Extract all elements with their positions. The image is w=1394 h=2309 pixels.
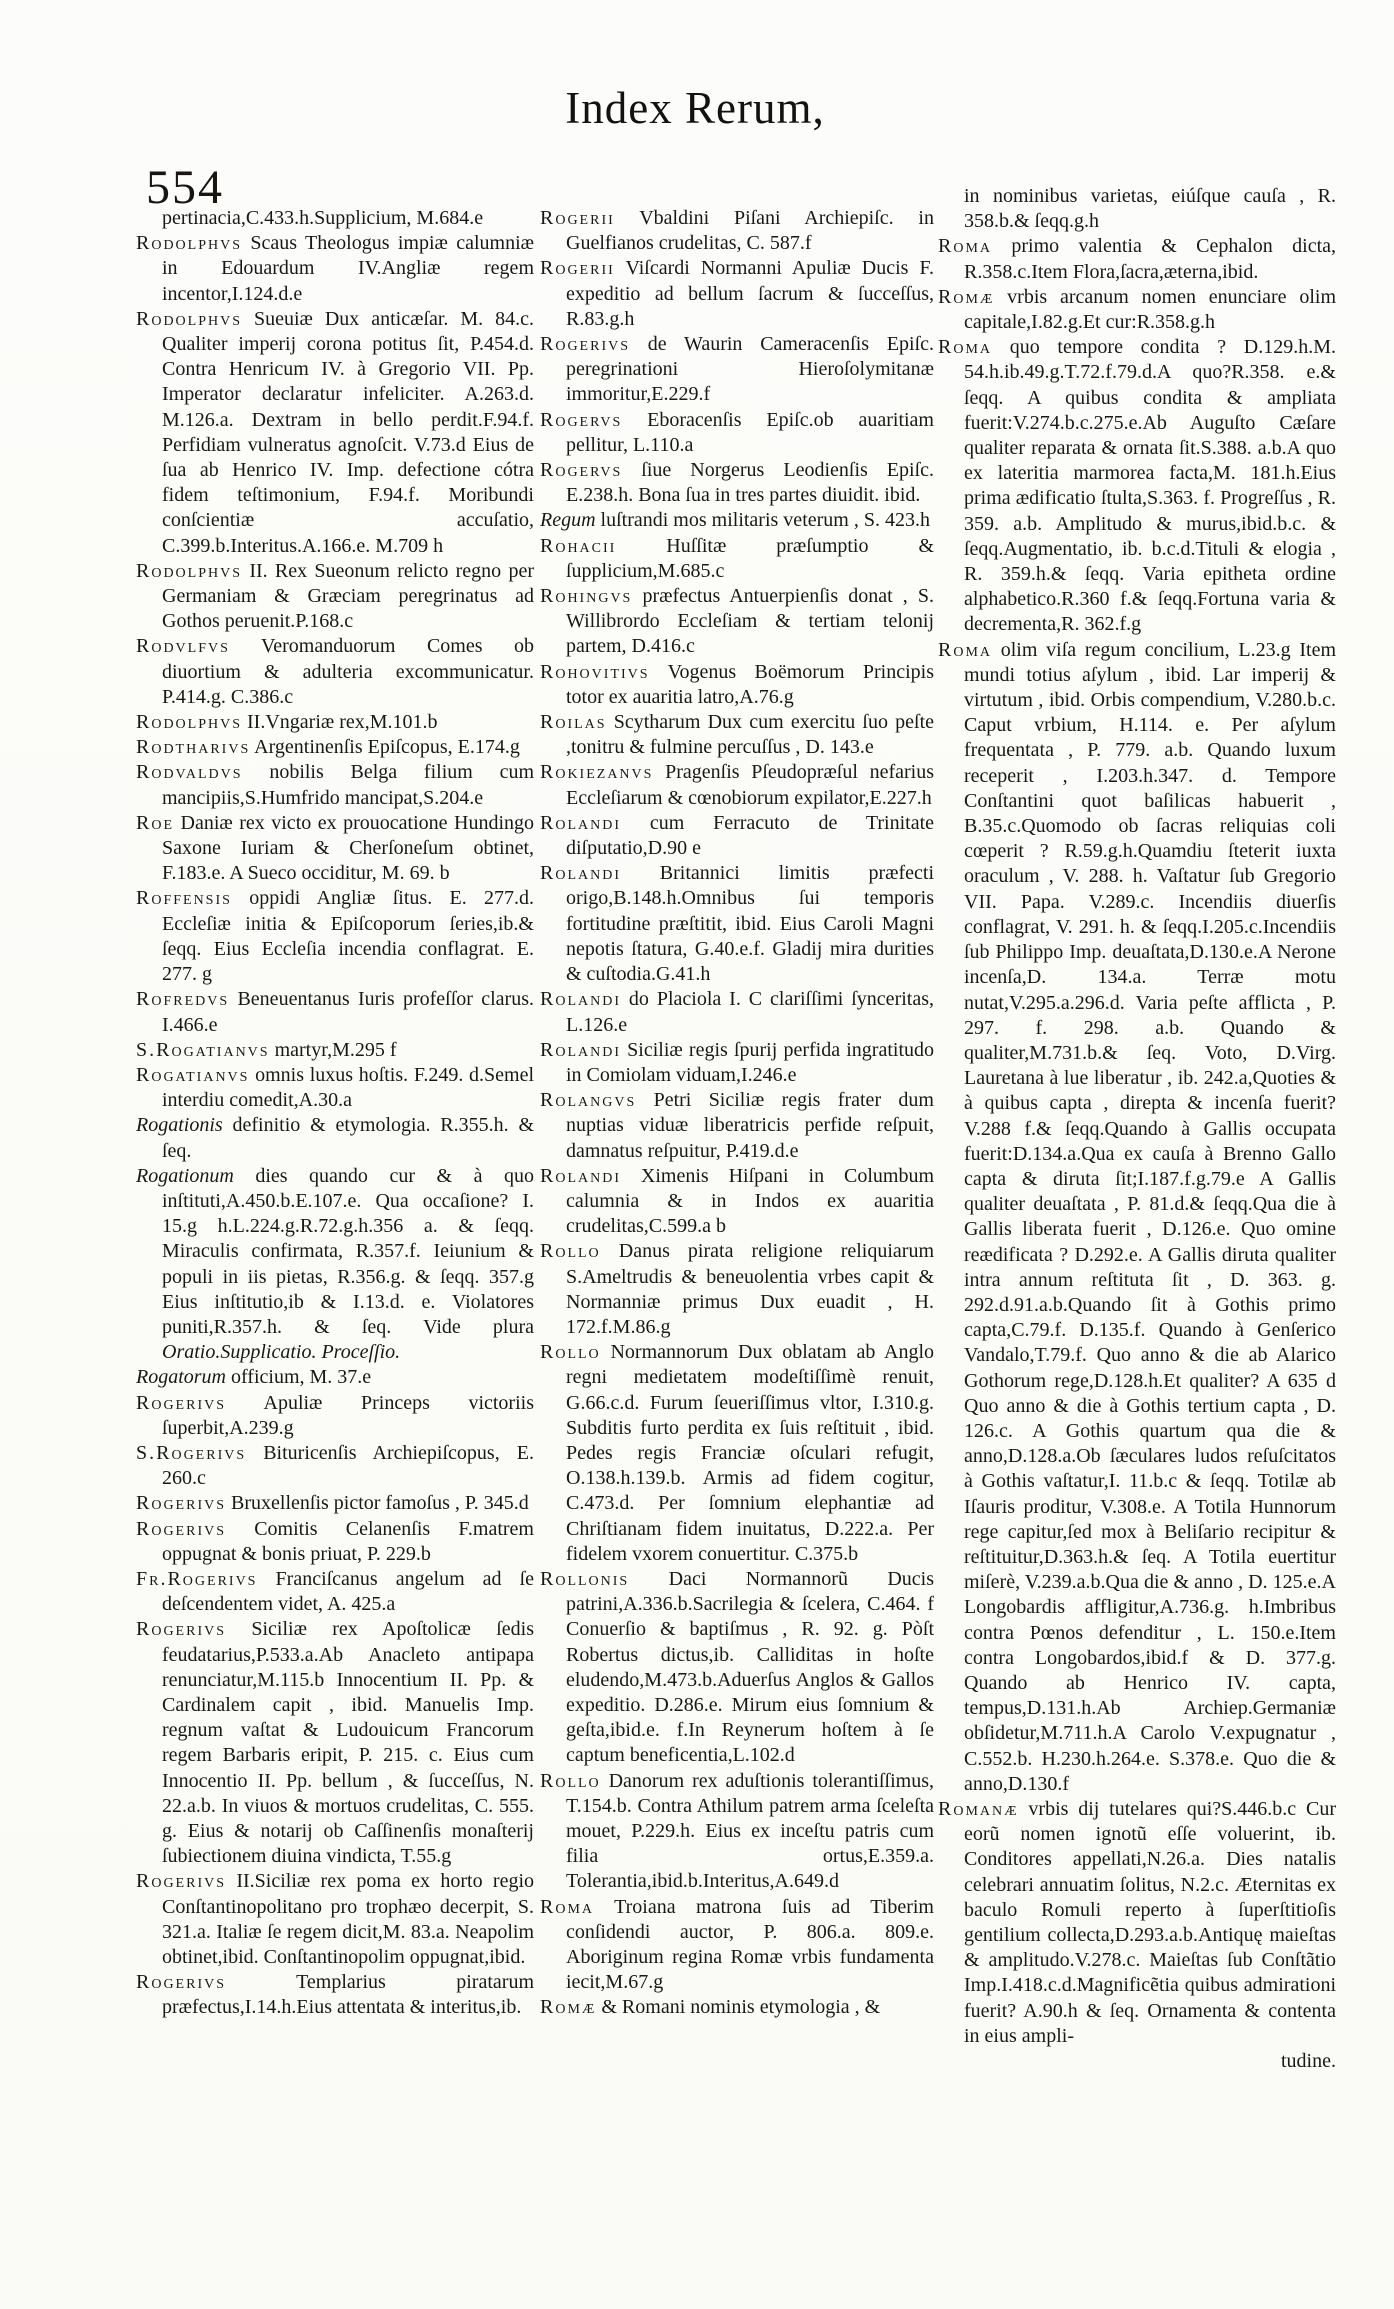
entry-headword: Rodolphvs: [136, 559, 243, 582]
entry-headword: Rogatorum: [136, 1366, 226, 1389]
entry-headword: Rollo: [540, 1769, 601, 1792]
index-entry: Romæ vrbis arcanum nomen enunciare olim capitale,I.82.g.Et cur:R.358.g.h: [938, 285, 1336, 334]
index-entry: Romæ & Romani nominis etymologia , &: [540, 1996, 881, 2019]
entry-headword: Rogervs: [540, 408, 623, 431]
entry-headword: Rohacii: [540, 534, 617, 557]
entry-headword: Rogerivs: [136, 1618, 227, 1641]
entry-headword: Rogationis: [136, 1114, 223, 1137]
entry-headword: Rogerivs: [136, 1391, 227, 1414]
index-entry: Rogerii Viſcardi Normanni Apuliæ Ducis F. expeditio ad bellum ſacrum & ſucceſſus, R.83.g.h: [540, 257, 934, 330]
index-entry: Roma primo valentia & Cephalon dicta, R.358.c.Item Flora,ſacra,æterna,ibid.: [938, 235, 1336, 283]
page-title: Index Rerum,: [565, 83, 825, 133]
index-entry: Rogervs ſiue Norgerus Leodienſis Epiſc. E.238.h. Bona ſua in tres partes diuidit. ibid.: [540, 459, 934, 507]
entry-headword: Rollonis: [540, 1567, 630, 1590]
index-entry: Roffensis oppidi Angliæ ſitus. E. 277.d. Eccleſiæ initia & Epiſcoporum ſeries,ib.& ſeqq. Eius Eccleſia incendia conflagrat. E. 277. g: [136, 887, 534, 986]
index-entry: in nominibus varietas, eiúſque cauſa , R. 358.b.& ſeqq.g.h: [964, 185, 1336, 233]
entry-headword: Rogerii: [540, 207, 615, 229]
index-entry: Rogerii Vbaldini Piſani Archiepiſc. in Guelfianos crudelitas, C. 587.f: [540, 207, 934, 255]
index-entry: Rodvlfvs Veromanduorum Comes ob diuortium & adulteria excommunicatur. P.414.g. C.386.c: [136, 635, 534, 708]
entry-headword: Rofredvs: [136, 988, 230, 1011]
index-entry: S.Rogerivs Bituricenſis Archiepiſcopus, E. 260.c: [136, 1441, 534, 1490]
index-entry: Fr.Rogerivs Franciſcanus angelum ad ſe deſcendentem videt, A. 425.a: [136, 1567, 534, 1616]
entry-headword: Rohovitivs: [540, 660, 650, 683]
index-entry: Rogervs Eboracenſis Epiſc.ob auaritiam pellitur, L.110.a: [540, 408, 934, 456]
entry-headword: Roma: [938, 235, 993, 258]
index-entry: Rollo Danorum rex aduſtionis tolerantiſſimus, T.154.b. Contra Athilum patrem arma ſceleſta mouet, P.229.h. Eius ex inceſtu patris cum filia ortus,E.359.a. Tolerantia,ibid.b.Interitus,A.649.d: [540, 1769, 934, 1893]
entry-headword: Rodvlfvs: [136, 635, 230, 658]
index-entry: Rogatianvs omnis luxus hoſtis. F.249. d.Semel interdiu comedit,A.30.a: [136, 1063, 534, 1112]
entry-headword: Rogatianvs: [136, 1063, 250, 1086]
entry-headword: Fr.Rogerivs: [136, 1567, 258, 1590]
index-entry: Rodolphvs Scaus Theologus impiæ calumniæ in Edouardum IV.Angliæ regem incentor,I.124.d.e: [136, 232, 534, 305]
index-entry: Rohacii Huſſitæ præſumptio & ſupplicium,M.685.c: [540, 534, 934, 582]
page-number: 554: [146, 161, 224, 214]
index-entry: Rogerivs Siciliæ rex Apoſtolicæ ſedis feudatarius,P.533.a.Ab Anacleto antipapa renunciatur,M.115.b Innocentium II. Pp. & Cardinalem capit , ibid. Manuelis Imp. regnum vaſtat & Ludouicum Francorum regem Barbaris eripit, P. 215. c. Eius cum Innocentio II. Pp. bellum , & ſucceſſus, N. 22.a.b. In viuos & mortuos crudelitas, C. 555. g. Eius & notarij ob Caſſinenſis monaſterij ſubiectionem diuina vindicta, T.55.g: [136, 1618, 534, 1868]
index-entry: Rollo Danus pirata religione reliquiarum S.Ameltrudis & beneuolentia vrbes capit & Normanniæ primus Dux euadit , H. 172.f.M.86.g: [540, 1240, 934, 1338]
index-entry: Roilas Scytharum Dux cum exercitu ſuo peſte ,tonitru & fulmine percuſſus , D. 143.e: [540, 711, 934, 759]
entry-headword: Rogerivs: [136, 1492, 227, 1515]
index-entry: Rohingvs præfectus Antuerpienſis donat , S. Willibrordo Eccleſiam & tertiam telonij partem, D.416.c: [540, 585, 934, 658]
index-entry: Rogerivs Templarius piratarum præfectus,I.14.h.Eius attentata & interitus,ib.: [136, 1971, 534, 2019]
entry-headword: Rolandi: [540, 1038, 621, 1061]
index-entry: Rodolphvs Sueuiæ Dux anticæſar. M. 84.c. Qualiter imperij corona potitus ſit, P.454.d. Contra Henricum IV. à Gregorio VII. Pp. Imperator declaratur infeliciter. A.263.d. M.126.a. Dextram in bello perdit.F.94.f. Perfidiam vulneratus agnoſcit. V.73.d Eius de ſua ab Henrico IV. Imp. defectione cótra fidem teſtimonium, F.94.f. Moribundi conſcientiæ accuſatio, C.399.b.Interitus.A.166.e. M.709 h: [136, 307, 534, 557]
index-entry: Roma olim viſa regum concilium, L.23.g Item mundi totius aſylum , ibid. Lar imperij & virtutum , ibid. Orbis compendium, V.280.b.c. Caput vrbium, H.114. e. Per aſylum frequentata , P. 779. a.b. Quando luxum receperit , I.203.h.347. d. Tempore Conſtantini quot baſilicas habuerit , B.35.c.Quomodo ob ſacras reliquias coli cœperit ? R.59.g.h.Quamdiu ſteterit iuxta oraculum , V. 288. h. Vaſtatur ſub Gregorio VII. Papa. V.289.c. Incendiis diuerſis conflagrat, V. 291. h. & ſeqq.I.205.c.Incendiis ſub Philippo Imp. deuaſtata,D.130.e.A Nerone incenſa,D. 134.a. Terræ motu nutat,V.295.a.296.d. Varia peſte afflicta , P. 297. f. 298. a.b. Quando & qualiter,M.731.b.& ſeq. Voto, D.Virg. Lauretana à lue liberatur , ib. 242.a,Quoties & à quibus capta , direpta & incenſa fuerit?V.288 f.& ſeqq.Quando à Gallis occupata fuerit:D.134.a.Qua ex cauſa à Brenno Gallo capta & diruta ſit;I.187.f.g.79.e A Gallis qualiter deuaſtata , P. 81.d.& ſeqq.Qua die à Gallis liberata fuerit , D.126.e. Quo omine reædificata ? D.292.e. A Gallis diruta qualiter intra annum reſtituta ſit , D. 363. g. 292.d.91.a.b.Quando ſit à Gothis primo capta,C.79.f. D.135.f. Quando à Genſerico Vandalo,T.79.f. Quo anno & die ab Alarico Gothorum rege,D.128.h.Et qualiter? A 635 d Quo anno & die à Gothis tertium capta , D. 126.c. A Gothis quartum qua die & anno,D.128.a.Ob ſæculares ludos reſuſcitatos à Gothis vaſtatur,I. 11.b.c & ſeqq. Totilæ ab Iſauris proditur, V.308.e. A Totila Hunnorum rege capitur,ſed mox à Beliſario recipitur & reſtituitur,D.363.h.& ſeq. A Totila euertitur miſerè, V.239.a.b.Qua die & anno , D. 125.e.A Longobardis affligitur,A.736.g. h.Imbribus contra Pœnos defenditur , L. 150.e.Item contra Longobardos,ibid.f & D. 377.g. Quando ab Henrico IV. capta, tempus,D.131.h.Ab Archiep.Germaniæ obſidetur,M.711.h.A Carolo V.expugnatur , C.552.b. H.230.h.264.e. S.378.e. Quo die & anno,D.130.f: [938, 638, 1336, 1795]
entry-headword: Rolandi: [540, 988, 621, 1011]
entry-headword: Rogerii: [540, 257, 615, 280]
index-entry: Roma quo tempore condita ? D.129.h.M. 54.h.ib.49.g.T.72.f.79.d.A quo?R.358. e.& ſeqq. A quibus condita & ampliata fuerit:V.274.b.c.275.e.Ab Auguſto Cæſare qualiter reparata & ornata ſit.S.388. a.b.A quo ex lateritia marmorea facta,M. 181.h.Eius prima ædificatio ſtulta,S.363. f. Progreſſus , R. 359. a.b. Amplitudo & murus,ibid.b.c. & ſeqq.Augmentatio, ib. b.c.d.Tituli & elogia , R. 359.h.& ſeqq. Varia epitheta ordine alphabetico.R.360 f.& ſeqq.Fortuna varia & decrementa,R. 362.f.g: [938, 336, 1336, 636]
entry-headword: Rollo: [540, 1341, 601, 1364]
entry-headword: S.Rogatianvs: [136, 1038, 270, 1061]
entry-headword: Rokiezanvs: [540, 761, 654, 784]
index-entry: Rogationum dies quando cur & à quo inſtituti,A.450.b.E.107.e. Qua occaſione? I. 15.g h.L.224.g.R.72.g.h.356 a. & ſeqq. Miraculis confirmata, R.357.f. Ieiunium & populi in iis pietas, R.356.g. & ſeqq. 357.g Eius inſtitutio,ib & I.13.d. e. Violatores puniti,R.357.h. & ſeq. Vide plura Oratio.Supplicatio. Proceſſio.: [136, 1164, 534, 1364]
cross-reference-italic: Oratio.Supplicatio. Proceſſio.: [162, 1341, 401, 1364]
entry-headword: Rollo: [540, 1240, 601, 1263]
index-entry: Rodolphvs II. Rex Sueonum relicto regno per Germaniam & Græciam peregrinatus ad Gothos peruenit.P.168.c: [136, 559, 534, 633]
index-entry: Romanæ vrbis dij tutelares qui?S.446.b.c Cur eorũ nomen ignotũ eſſe voluerint, ib. Conditores appellati,N.26.a. Dies natalis celebrari annuatim ſolitus, N.2.c. Æternitas ex baculo Romuli reperto à ſuperſtitioſis gentilium collecta,D.293.a.b.Antiquę maieſtas & amplitudo.V.278.c. Maieſtas ſub Conſtãtio Imp.I.418.c.d.Magnificẽtia quibus admirationi fuerit? A.90.h & ſeq. Ornamenta & contenta in eius ampli-: [938, 1798, 1336, 2047]
index-entry: Rohovitivs Vogenus Boëmorum Principis totor ex auaritia latro,A.76.g: [540, 660, 934, 708]
index-entry: Rodvaldvs nobilis Belga filium cum mancipiis,S.Humfrido mancipat,S.204.e: [136, 761, 534, 809]
entry-headword: Roe: [136, 811, 175, 834]
index-entry: Rogerivs Apuliæ Princeps victoriis ſuperbit,A.239.g: [136, 1391, 534, 1439]
index-entry: Rokiezanvs Pragenſis Pſeudopræſul nefarius Eccleſiarum & cœnobiorum expilator,E.227.h: [540, 761, 934, 809]
entry-headword: Rodvaldvs: [136, 761, 243, 784]
entry-headword: Rodolphvs: [136, 711, 243, 734]
entry-headword: Rogervs: [540, 459, 623, 482]
entry-headword: Rodolphvs: [136, 307, 243, 330]
index-entry: Rogerivs II.Siciliæ rex poma ex horto regio Conſtantinopolitano pro trophæo decerpit, S. 321.a. Italiæ ſe regem dicit,M. 83.a. Neapolim obtinet,ibid. Conſtantinopolim oppugnat,ibid.: [136, 1870, 534, 1969]
entry-headword: Rohingvs: [540, 585, 633, 608]
index-entry: S.Rogatianvs martyr,M.295 f: [136, 1038, 397, 1061]
index-entry: Rolandi Ximenis Hiſpani in Columbum calumnia & in Indos ex auaritia crudelitas,C.599.a b: [540, 1164, 934, 1238]
index-entry: Rolandi Siciliæ regis ſpurij perfida ingratitudo in Comiolam viduam,I.246.e: [540, 1038, 934, 1086]
index-column-middle: [540, 206, 934, 2296]
index-entry: Rogationis definitio & etymologia. R.355.h. & ſeq.: [136, 1114, 534, 1162]
entry-headword: Rogerivs: [136, 1517, 227, 1540]
index-entry: Rolandi cum Ferracuto de Trinitate diſputatio,D.90 e: [540, 811, 934, 860]
index-entry: Rogerivs Bruxellenſis pictor famoſus , P. 345.d: [136, 1492, 529, 1515]
index-entry: Regum luſtrandi mos militaris veterum , S. 423.h: [540, 509, 930, 532]
index-entry: tudine.: [1281, 2050, 1336, 2073]
index-entry: Rogatorum officium, M. 37.e: [136, 1366, 372, 1389]
index-column-left: [136, 206, 534, 2296]
index-entry: Rodolphvs II.Vngariæ rex,M.101.b: [136, 711, 438, 734]
index-entry: Rolandi Britannici limitis præfecti origo,B.148.h.Omnibus ſui temporis fortitudine præſtitit, ibid. Eius Caroli Magni nepotis ſtatura, G.40.e.f. Gladij mira durities & cuſtodia.G.41.h: [540, 862, 934, 986]
entry-headword: Romanæ: [938, 1798, 1019, 1820]
index-entry: Rollo Normannorum Dux oblatam ab Anglo regni medietatem modeſtiſſimè renuit, G.66.c.d. Furum ſeueriſſimus vltor, I.310.g. Subditis furto perdita ex ſuis reſtituit , ibid. Pedes regis Franciæ oſculari refugit, O.138.h.139.b. Armis ad fidem cogitur, C.473.d. Per ſomnium elephantiæ ad Chriſtianam fidem inuitatus, D.222.a. Per fidelem vxorem conuertitur. C.375.b: [540, 1341, 934, 1565]
entry-headword: Rogerivs: [136, 1971, 227, 1994]
index-entry: Rogerivs de Waurin Cameracenſis Epiſc. peregrinationi Hieroſolymitanæ immoritur,E.229.f: [540, 333, 934, 406]
entry-headword: Rogerivs: [136, 1870, 227, 1893]
entry-headword: Rodolphvs: [136, 232, 243, 255]
entry-headword: Roffensis: [136, 887, 232, 910]
entry-headword: Romæ: [540, 1996, 597, 2019]
entry-headword: Romæ: [938, 285, 995, 308]
index-entry: Rolandi do Placiola I. C clariſſimi ſynceritas, L.126.e: [540, 988, 934, 1036]
entry-headword: Roma: [938, 336, 993, 359]
entry-headword: S.Rogerivs: [136, 1441, 247, 1464]
entry-headword: Rogationum: [136, 1164, 234, 1187]
index-entry: Rogerivs Comitis Celanenſis F.matrem oppugnat & bonis priuat, P. 229.b: [136, 1517, 534, 1565]
entry-headword: Roilas: [540, 711, 607, 734]
index-entry: Rodtharivs Argentinenſis Epiſcopus, E.174.g: [136, 736, 520, 759]
index-entry: Rollonis Daci Normannorũ Ducis patrini,A.336.b.Sacrilegia & ſcelera, C.464. f Conuerſio & baptiſmus , R. 92. g. Pòſt Robertus dictus,ib. Calliditas in hoſte eludendo,M.473.b.Aduerſus Anglos & Gallos expeditio. D.286.e. Mirum eius ſomnium & geſta,ibid.e. f.In Reynerum hoſtem à ſe captum beneficentia,L.102.d: [540, 1567, 934, 1767]
entry-headword: Roma: [540, 1895, 595, 1918]
index-column-right: [938, 184, 1336, 2299]
index-entry: pertinacia,C.433.h.Supplicium, M.684.e: [162, 207, 484, 229]
entry-headword: Rolandi: [540, 1164, 621, 1187]
entry-headword: Regum: [540, 509, 596, 532]
index-entry: Rofredvs Beneuentanus Iuris profeſſor clarus. I.466.e: [136, 988, 534, 1036]
index-entry: Roma Troiana matrona ſuis ad Tiberim conſidendi auctor, P. 806.a. 809.e. Aboriginum regina Romæ vrbis fundamenta iecit,M.67.g: [540, 1895, 934, 1994]
entry-headword: Rolandi: [540, 811, 621, 834]
entry-headword: Rolandi: [540, 862, 621, 885]
index-entry: Roe Daniæ rex victo ex prouocatione Hundingo Saxone Iuriam & Cherſoneſum obtinet, F.183.e. A Sueco occiditur, M. 69. b: [136, 811, 534, 885]
entry-headword: Rogerivs: [540, 333, 631, 356]
entry-headword: Rodtharivs: [136, 736, 251, 759]
index-entry: Rolangvs Petri Siciliæ regis frater dum nuptias viduæ liberatricis perfide reſpuit, damnatus reſpuitur, P.419.d.e: [540, 1089, 934, 1162]
entry-headword: Roma: [938, 638, 993, 661]
entry-headword: Rolangvs: [540, 1089, 637, 1112]
